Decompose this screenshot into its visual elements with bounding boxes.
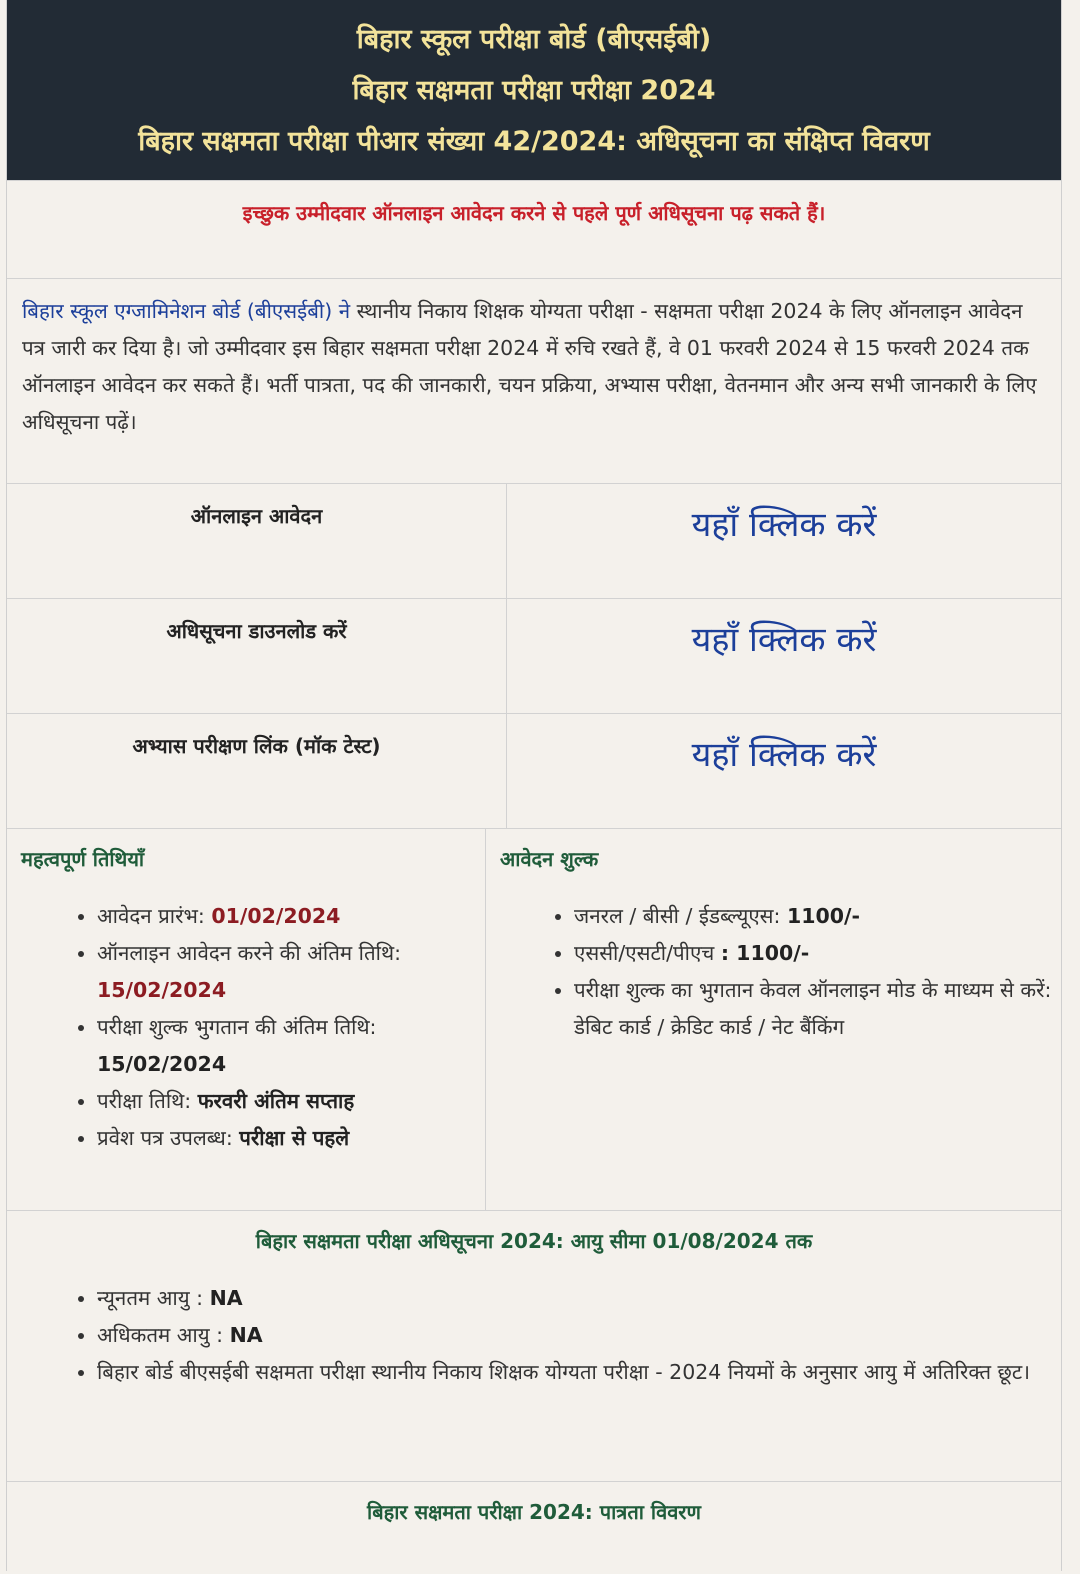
application-fee [486,829,1061,1210]
list-item [97,1083,485,1120]
list-item [97,935,485,1009]
list-item [574,935,1061,972]
notification-download-click-link[interactable]: यहाँ क्लिक करें [691,620,877,660]
important-dates [7,829,486,1210]
admit-card-value: परीक्षा से पहले [239,1126,350,1150]
payment-note: परीक्षा शुल्क का भुगतान केवल ऑनलाइन मोड के माध्यम से करें: डेबिट कार्ड / क्रेडिट कार्ड / नेट बैंकिंग [574,978,1052,1039]
start-date: 01/02/2024 [211,904,341,928]
list-item [574,972,1061,1046]
link-row-notification-download [7,598,1061,713]
eligibility-section-title: बिहार सक्षमता परीक्षा 2024: पात्रता विवरण [7,1481,1061,1571]
dates-list [21,898,485,1157]
dates-fees-section [7,828,1061,1210]
fee-last-date: 15/02/2024 [97,1052,227,1076]
start-label: आवेदन प्रारंभ: [97,904,212,928]
max-age-value: NA [229,1323,263,1347]
list-item [97,1317,1045,1354]
min-age-label: न्यूनतम आयु : [97,1286,210,1310]
link-label: अधिसूचना डाउनलोड करें [7,599,507,713]
notification-page [6,0,1062,1571]
intro-paragraph [7,278,1061,483]
important-dates-title: महत्वपूर्ण तिथियाँ [21,847,145,871]
notice-banner: इच्छुक उम्मीदवार ऑनलाइन आवेदन करने से पहले पूर्ण अधिसूचना पढ़ सकते हैं। [7,180,1061,278]
min-age-value: NA [209,1286,243,1310]
sc-fee-value: : 1100/- [720,941,810,965]
exam-date: फरवरी अंतिम सप्ताह [197,1089,355,1113]
header-board-name: बिहार स्कूल परीक्षा बोर्ड (बीएसईबी) [356,24,712,55]
max-age-label: अधिकतम आयु : [97,1323,230,1347]
list-item [97,1280,1045,1317]
link-row-mock-test [7,713,1061,828]
fee-last-label: परीक्षा शुल्क भुगतान की अंतिम तिथि: [97,1015,377,1039]
last-apply-date: 15/02/2024 [97,978,227,1002]
intro-body: स्थानीय निकाय शिक्षक योग्यता परीक्षा - सक्षमता परीक्षा 2024 के लिए ऑनलाइन आवेदन पत्र जारी कर दिया है। जो उम्मीदवार इस बिहार सक्षमता परीक्षा 2024 में रुचि रखते हैं, वे 01 फरवरी 2024 से 15 फरवरी 2024 तक ऑनलाइन आवेदन कर सकते हैं। भर्ती पात्रता, पद की जानकारी, चयन प्रक्रिया, अभ्यास परीक्षा, वेतनमान और अन्य सभी जानकारी के लिए अधिसूचना पढ़ें। [22,299,1037,434]
bseb-link[interactable]: बिहार स्कूल एग्जामिनेशन बोर्ड (बीएसईबी) ने [22,299,351,323]
application-fee-title: आवेदन शुल्क [500,847,599,871]
list-item [97,898,485,935]
header-notice-title: बिहार सक्षमता परीक्षा पीआर संख्या 42/2024: अधिसूचना का संक्षिप्त विवरण [138,126,930,157]
age-list [7,1280,1061,1391]
list-item [97,1009,485,1083]
page-header [7,0,1061,180]
list-item [574,898,1061,935]
list-item [97,1120,485,1157]
link-row-online-apply [7,483,1061,598]
general-fee-label: जनरल / बीसी / ईडब्ल्यूएस: [574,904,787,928]
online-apply-click-link[interactable]: यहाँ क्लिक करें [691,505,877,545]
age-limit-title: बिहार सक्षमता परीक्षा अधिसूचना 2024: आयु सीमा 01/08/2024 तक [255,1229,813,1253]
age-limit-section [7,1210,1061,1481]
list-item [97,1354,1045,1391]
link-label: अभ्यास परीक्षण लिंक (मॉक टेस्ट) [7,714,507,828]
exam-date-label: परीक्षा तिथि: [97,1089,198,1113]
header-exam-name: बिहार सक्षमता परीक्षा परीक्षा 2024 [352,75,716,106]
general-fee-value: 1100/- [786,904,861,928]
link-label: ऑनलाइन आवेदन [7,484,507,598]
admit-card-label: प्रवेश पत्र उपलब्ध: [97,1126,240,1150]
mock-test-click-link[interactable]: यहाँ क्लिक करें [691,735,877,775]
age-relaxation-note: बिहार बोर्ड बीएसईबी सक्षमता परीक्षा स्थानीय निकाय शिक्षक योग्यता परीक्षा - 2024 नियमों के अनुसार आयु में अतिरिक्त छूट। [97,1360,1031,1384]
fee-list [500,898,1061,1046]
last-apply-label: ऑनलाइन आवेदन करने की अंतिम तिथि: [97,941,401,965]
sc-fee-label: एससी/एसटी/पीएच [574,941,721,965]
